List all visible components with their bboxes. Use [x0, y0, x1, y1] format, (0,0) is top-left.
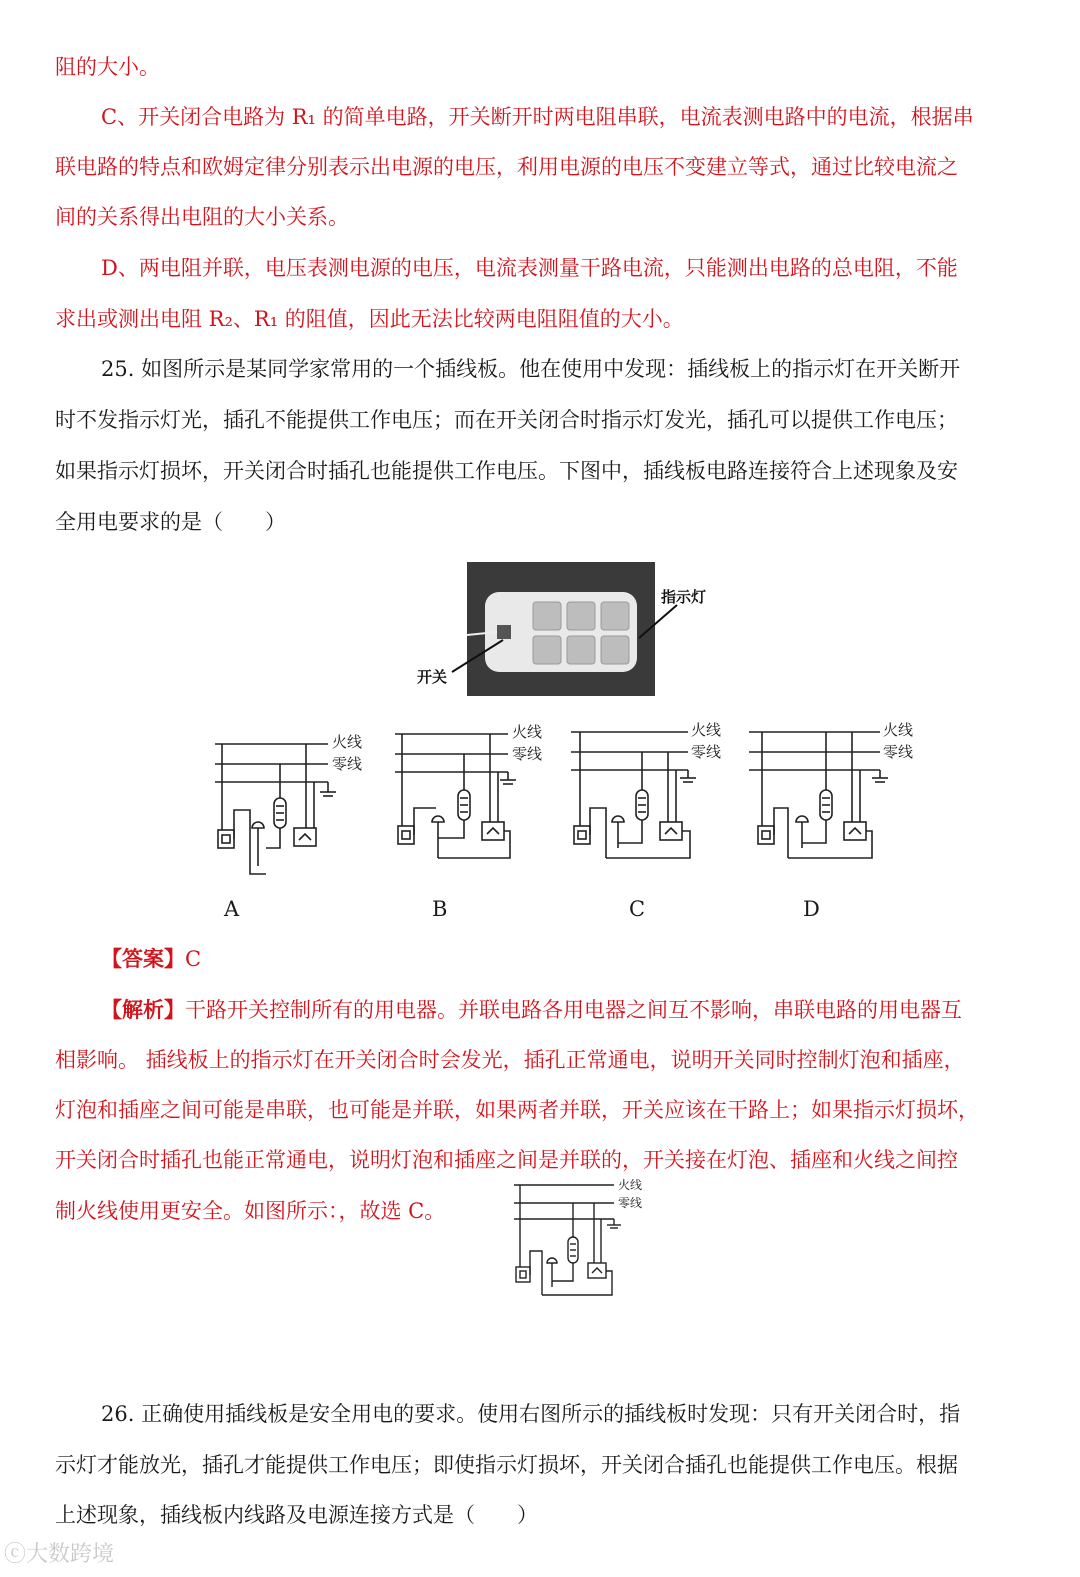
analysis-line1 [101, 995, 962, 1025]
watermark-logo [4, 1537, 114, 1568]
option-label-a: A [224, 897, 240, 921]
analysis-line4: 开关闭合时插孔也能正常通电，说明灯泡和插座之间是并联的，开关接在灯泡、插座和火线之间控 [55, 1148, 958, 1172]
option-d-explanation-line2: 求出或测出电阻 R₂、R₁ 的阻值，因此无法比较两电阻阻值的大小。 [55, 307, 684, 331]
watermark-text: 大数跨境 [26, 1542, 115, 1567]
neutral-wire-label: 零线 [883, 743, 914, 761]
live-wire-label: 火线 [691, 721, 722, 739]
live-wire-label: 火线 [883, 721, 914, 739]
q25-text-line3: 如果指示灯损坏，开关闭合时插孔也能提供工作电压。下图中，插线板电路连接符合上述现象及安 [55, 459, 958, 483]
analysis-line3: 灯泡和插座之间可能是串联，也可能是并联，如果两者并联，开关应该在干路上；如果指示灯损坏， [55, 1098, 979, 1122]
neutral-wire-label: 零线 [512, 745, 543, 763]
live-wire-label: 火线 [618, 1178, 643, 1192]
answer-tag: 【答案】 [101, 946, 185, 971]
circuit-diagram-d [744, 718, 924, 880]
q26-text-line1: 26. 正确使用插线板是安全用电的要求。使用右图所示的插线板时发现：只有开关闭合时，指 [101, 1402, 961, 1426]
option-label-d: D [803, 897, 820, 921]
q26-text-line3: 上述现象，插线板内线路及电源连接方式是（ ） [55, 1503, 538, 1527]
q25-text-line1: 25. 如图所示是某同学家常用的一个插线板。他在使用中发现：插线板上的指示灯在开关断开 [101, 357, 961, 381]
option-c-explanation-line1: C、开关闭合电路为 R₁ 的简单电路，开关断开时两电阻串联，电流表测电路中的电流，根据串 [101, 105, 974, 129]
q26-text-line2: 示灯才能放光，插孔才能提供工作电压；即使指示灯损坏，开关闭合插孔也能提供工作电压。根据 [55, 1453, 958, 1477]
analysis-tag: 【解析】 [101, 997, 185, 1022]
circuit-diagram-b [390, 718, 550, 880]
analysis-text-line1: 干路开关控制所有的用电器。并联电路各用电器之间互不影响，串联电路的用电器互 [185, 998, 962, 1022]
live-wire-label: 火线 [332, 733, 363, 751]
analysis-line5: 制火线使用更安全。如图所示：，故选 C。 [55, 1199, 446, 1223]
q25-text-line4: 全用电要求的是（ ） [55, 510, 286, 534]
option-label-b: B [432, 897, 448, 921]
solution-circuit-diagram [510, 1175, 660, 1315]
circuit-diagram-a [210, 718, 370, 880]
option-label-c: C [629, 897, 646, 921]
indicator-light-label: 指示灯 [661, 588, 707, 606]
power-strip-photo [415, 560, 715, 700]
answer-value: C [185, 947, 202, 971]
neutral-wire-label: 零线 [691, 743, 722, 761]
watermark-icon: ⓒ [4, 1542, 27, 1567]
neutral-wire-label: 零线 [618, 1196, 643, 1210]
analysis-line2: 相影响。 插线板上的指示灯在开关闭合时会发光，插孔正常通电，说明开关同时控制灯泡和插座， [55, 1048, 965, 1072]
circuit-diagram-c [566, 718, 726, 880]
q25-text-line2: 时不发指示灯光，插孔不能提供工作电压；而在开关闭合时指示灯发光，插孔可以提供工作电压； [55, 408, 958, 432]
prev-explanation-line: 阻的大小。 [55, 55, 160, 79]
option-c-explanation-line2: 联电路的特点和欧姆定律分别表示出电源的电压，利用电源的电压不变建立等式，通过比较电流之 [55, 155, 958, 179]
neutral-wire-label: 零线 [332, 755, 363, 773]
answer-line [101, 944, 201, 974]
option-d-explanation-line1: D、两电阻并联，电压表测电源的电压，电流表测量干路电流，只能测出电路的总电阻，不能 [101, 256, 958, 280]
option-c-explanation-line3: 间的关系得出电阻的大小关系。 [55, 205, 349, 229]
switch-label: 开关 [417, 668, 448, 686]
live-wire-label: 火线 [512, 723, 543, 741]
